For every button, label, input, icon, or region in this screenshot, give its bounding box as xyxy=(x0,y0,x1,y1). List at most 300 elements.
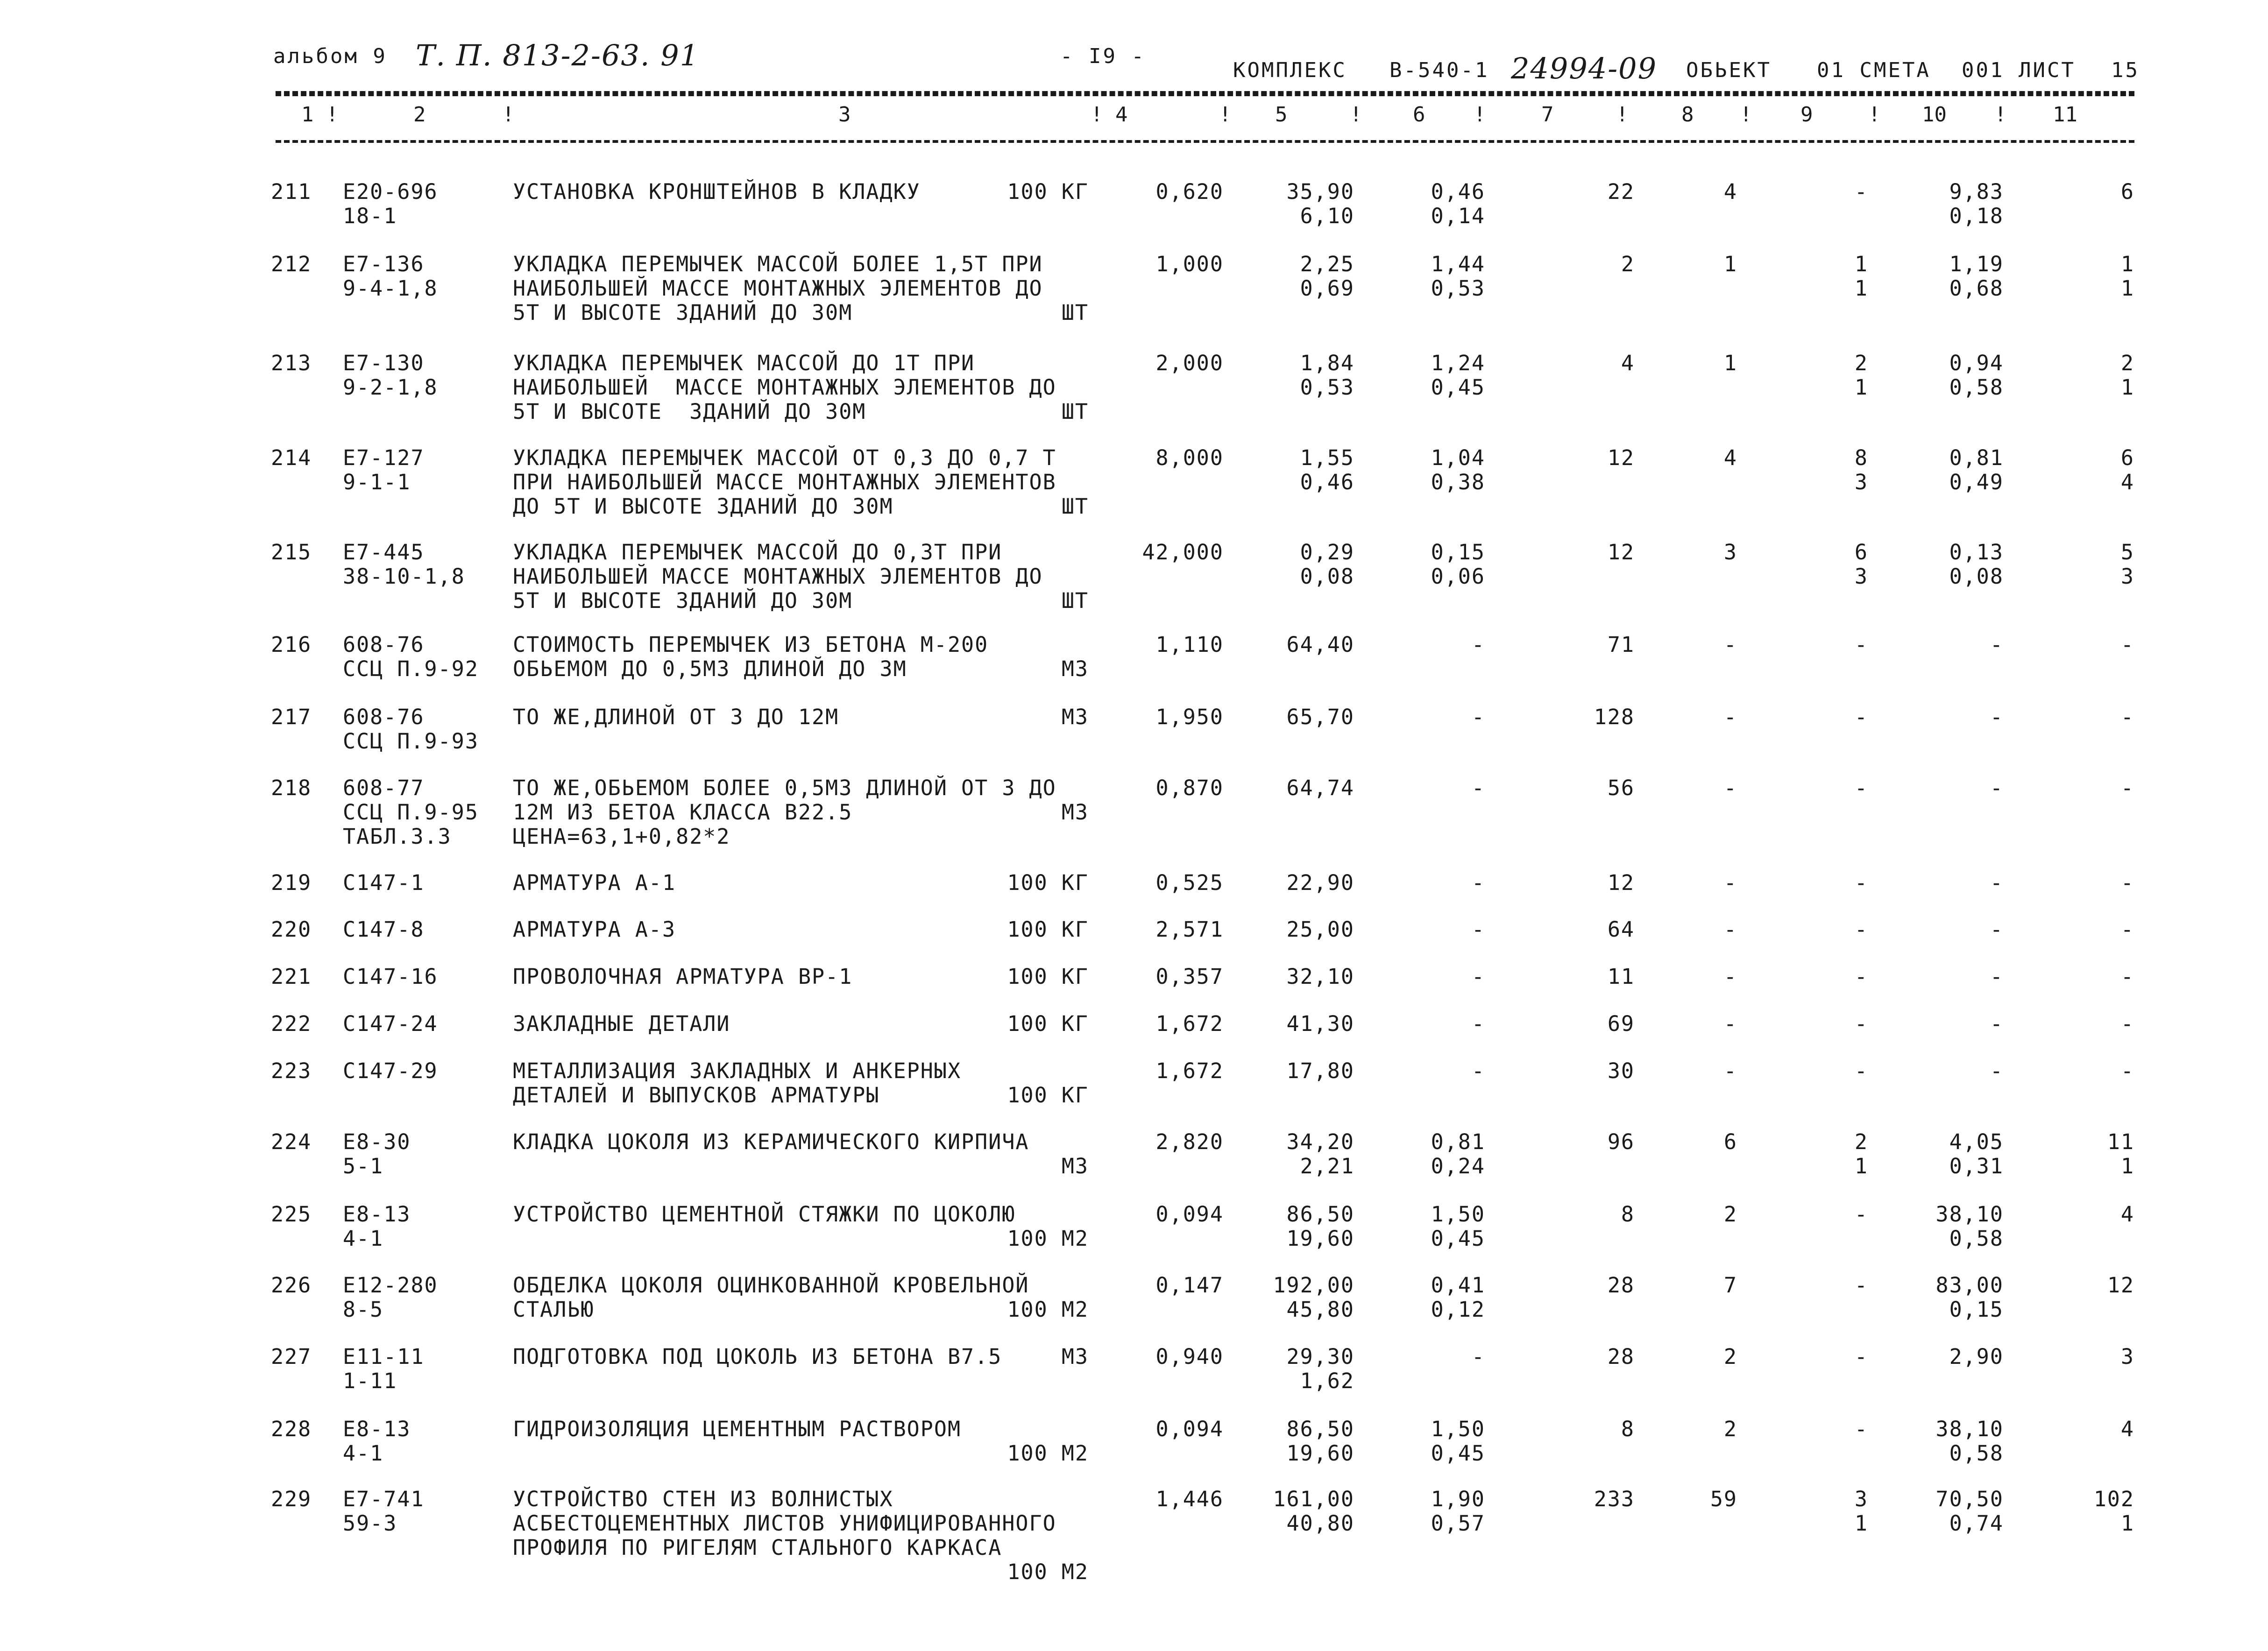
machine-cost: 1,50 xyxy=(1431,1202,1485,1227)
machine-cost: 1,04 xyxy=(1431,445,1485,470)
quantity: 42,000 xyxy=(1142,540,1224,564)
work-description: АРМАТУРА А-1 xyxy=(513,870,676,895)
labor-unit: 0,31 xyxy=(1949,1154,2004,1178)
norm-code: Е8-30 xyxy=(343,1129,411,1154)
norm-code: 8-5 xyxy=(343,1297,384,1322)
wages-total: 2 xyxy=(1723,1202,1737,1227)
col-label: ! xyxy=(502,103,515,127)
labor-unit: - xyxy=(1990,870,2004,895)
labor-total: - xyxy=(2120,632,2134,657)
unit-cost: 65,70 xyxy=(1286,705,1354,729)
quantity: 0,147 xyxy=(1155,1273,1224,1298)
machine-cost: 0,57 xyxy=(1431,1511,1485,1536)
labor-total: - xyxy=(2120,964,2134,989)
wages-total: - xyxy=(1723,1011,1737,1036)
norm-code: 608-76 xyxy=(343,705,425,729)
unit-cost: 34,20 xyxy=(1286,1129,1354,1154)
quantity: 0,870 xyxy=(1155,776,1224,800)
machine-cost: 0,45 xyxy=(1431,1441,1485,1466)
machine-cost: 0,06 xyxy=(1431,564,1485,589)
work-description: ЦЕНА=63,1+0,82*2 xyxy=(513,824,730,849)
machine-total: - xyxy=(1854,179,1868,204)
unit-cost: 17,80 xyxy=(1286,1058,1354,1083)
labor-unit: 0,81 xyxy=(1949,445,2004,470)
machine-total: - xyxy=(1854,1273,1868,1298)
labor-unit: - xyxy=(1990,917,2004,942)
norm-code: Е8-13 xyxy=(343,1202,411,1227)
col-label: ! xyxy=(1474,103,1486,127)
labor-total: 2 xyxy=(2120,351,2134,375)
unit-of-measure: М3 xyxy=(1061,705,1089,729)
page-number: - I9 - xyxy=(1060,44,1146,68)
total-cost: 8 xyxy=(1621,1202,1635,1227)
work-description: 5Т И ВЫСОТЕ ЗДАНИЙ ДО 30М xyxy=(513,588,853,613)
norm-code: Е7-130 xyxy=(343,351,425,375)
total-cost: 8 xyxy=(1621,1417,1635,1441)
labor-total: 1 xyxy=(2120,375,2134,400)
total-cost: 28 xyxy=(1607,1344,1635,1369)
machine-cost: 1,50 xyxy=(1431,1417,1485,1441)
row-number: 216 xyxy=(271,632,312,657)
work-description: КЛАДКА ЦОКОЛЯ ИЗ КЕРАМИЧЕСКОГО КИРПИЧА xyxy=(513,1129,1029,1154)
machine-cost: - xyxy=(1471,1011,1485,1036)
machine-total: - xyxy=(1854,870,1868,895)
labor-unit: - xyxy=(1990,1011,2004,1036)
object-value: 01 СМЕТА xyxy=(1817,58,1931,82)
quantity: 0,094 xyxy=(1155,1417,1224,1441)
wages-total: - xyxy=(1723,964,1737,989)
labor-total: - xyxy=(2120,917,2134,942)
machine-total: - xyxy=(1854,1011,1868,1036)
quantity: 8,000 xyxy=(1155,445,1224,470)
wages-total: 4 xyxy=(1723,179,1737,204)
labor-unit: 70,50 xyxy=(1935,1487,2004,1511)
labor-unit: 0,58 xyxy=(1949,1441,2004,1466)
unit-of-measure: 100 М2 xyxy=(1007,1559,1089,1584)
sheet-value: 15 xyxy=(2111,58,2140,82)
unit-cost: 0,69 xyxy=(1300,276,1354,301)
machine-cost: - xyxy=(1471,870,1485,895)
quantity: 0,094 xyxy=(1155,1202,1224,1227)
work-description: ПРОФИЛЯ ПО РИГЕЛЯМ СТАЛЬНОГО КАРКАСА xyxy=(513,1535,1002,1560)
machine-total: 1 xyxy=(1854,375,1868,400)
row-number: 224 xyxy=(271,1129,312,1154)
work-description: УСТРОЙСТВО ЦЕМЕНТНОЙ СТЯЖКИ ПО ЦОКОЛЮ xyxy=(513,1202,1016,1227)
unit-cost: 0,08 xyxy=(1300,564,1354,589)
unit-cost: 45,80 xyxy=(1286,1297,1354,1322)
col-label: ! xyxy=(1350,103,1362,127)
unit-of-measure: 100 КГ xyxy=(1007,1083,1089,1108)
labor-unit: 38,10 xyxy=(1935,1202,2004,1227)
work-description: УКЛАДКА ПЕРЕМЫЧЕК МАССОЙ ДО 1Т ПРИ xyxy=(513,351,975,375)
wages-total: 7 xyxy=(1723,1273,1737,1298)
total-cost: 11 xyxy=(1607,964,1635,989)
quantity: 1,950 xyxy=(1155,705,1224,729)
unit-cost: 19,60 xyxy=(1286,1441,1354,1466)
row-number: 212 xyxy=(271,252,312,276)
work-description: УСТАНОВКА КРОНШТЕЙНОВ В КЛАДКУ xyxy=(513,179,921,204)
norm-code: Е20-696 xyxy=(343,179,438,204)
wages-total: - xyxy=(1723,776,1737,800)
work-description: НАИБОЛЬШЕЙ МАССЕ МОНТАЖНЫХ ЭЛЕМЕНТОВ ДО xyxy=(513,564,1043,589)
labor-unit: 0,15 xyxy=(1949,1297,2004,1322)
norm-code: ТАБЛ.3.3 xyxy=(343,824,452,849)
labor-total: 4 xyxy=(2120,470,2134,494)
machine-cost: - xyxy=(1471,917,1485,942)
row-number: 213 xyxy=(271,351,312,375)
machine-cost: - xyxy=(1471,632,1485,657)
machine-cost: 1,90 xyxy=(1431,1487,1485,1511)
labor-unit: 0,94 xyxy=(1949,351,2004,375)
row-number: 220 xyxy=(271,917,312,942)
quantity: 0,357 xyxy=(1155,964,1224,989)
col-label: ! 4 xyxy=(1091,103,1128,127)
work-description: ПОДГОТОВКА ПОД ЦОКОЛЬ ИЗ БЕТОНА В7.5 xyxy=(513,1344,1002,1369)
unit-cost: 192,00 xyxy=(1273,1273,1354,1298)
labor-unit: 9,83 xyxy=(1949,179,2004,204)
wages-total: - xyxy=(1723,917,1737,942)
unit-cost: 64,40 xyxy=(1286,632,1354,657)
unit-of-measure: 100 М2 xyxy=(1007,1297,1089,1322)
quantity: 2,000 xyxy=(1155,351,1224,375)
labor-total: - xyxy=(2120,870,2134,895)
quantity: 0,940 xyxy=(1155,1344,1224,1369)
machine-cost: 0,53 xyxy=(1431,276,1485,301)
col-label: ! xyxy=(1616,103,1629,127)
machine-cost: 0,15 xyxy=(1431,540,1485,564)
machine-cost: 0,14 xyxy=(1431,204,1485,228)
unit-of-measure: ШТ xyxy=(1061,300,1089,325)
labor-unit: 0,68 xyxy=(1949,276,2004,301)
col-label: ! xyxy=(1994,103,2007,127)
wages-total: - xyxy=(1723,1058,1737,1083)
unit-cost: 1,55 xyxy=(1300,445,1354,470)
col-label: 2 xyxy=(413,103,426,127)
machine-total: - xyxy=(1854,776,1868,800)
work-description: СТАЛЬЮ xyxy=(513,1297,595,1322)
machine-cost: 0,12 xyxy=(1431,1297,1485,1322)
col-label: ! xyxy=(1740,103,1752,127)
col-label: 5 xyxy=(1275,103,1288,127)
labor-unit: 0,49 xyxy=(1949,470,2004,494)
wages-total: 59 xyxy=(1710,1487,1737,1511)
wages-total: 2 xyxy=(1723,1417,1737,1441)
row-number: 227 xyxy=(271,1344,312,1369)
unit-of-measure: М3 xyxy=(1061,656,1089,681)
col-label: 3 xyxy=(838,103,851,127)
wages-total: 1 xyxy=(1723,351,1737,375)
work-description: ТО ЖЕ,ОБЬЕМОМ БОЛЕЕ 0,5М3 ДЛИНОЙ ОТ 3 ДО xyxy=(513,776,1056,800)
col-label: 1 ! xyxy=(301,103,339,127)
machine-cost: 0,81 xyxy=(1431,1129,1485,1154)
total-cost: 30 xyxy=(1607,1058,1635,1083)
labor-unit: 2,90 xyxy=(1949,1344,2004,1369)
unit-cost: 0,46 xyxy=(1300,470,1354,494)
wages-total: 2 xyxy=(1723,1344,1737,1369)
unit-cost: 40,80 xyxy=(1286,1511,1354,1536)
labor-unit: - xyxy=(1990,632,2004,657)
machine-cost: - xyxy=(1471,705,1485,729)
row-number: 222 xyxy=(271,1011,312,1036)
machine-cost: - xyxy=(1471,1058,1485,1083)
unit-cost: 35,90 xyxy=(1286,179,1354,204)
unit-cost: 32,10 xyxy=(1286,964,1354,989)
labor-unit: 1,19 xyxy=(1949,252,2004,276)
machine-total: 1 xyxy=(1854,276,1868,301)
labor-total: 6 xyxy=(2120,179,2134,204)
labor-total: - xyxy=(2120,705,2134,729)
norm-code: 59-3 xyxy=(343,1511,397,1536)
labor-total: 3 xyxy=(2120,564,2134,589)
work-description: АРМАТУРА А-3 xyxy=(513,917,676,942)
norm-code: Е7-136 xyxy=(343,252,425,276)
unit-of-measure: 100 КГ xyxy=(1007,964,1089,989)
labor-total: 3 xyxy=(2120,1344,2134,1369)
row-number: 229 xyxy=(271,1487,312,1511)
total-cost: 12 xyxy=(1607,445,1635,470)
machine-cost: 0,24 xyxy=(1431,1154,1485,1178)
unit-of-measure: ШТ xyxy=(1061,399,1089,424)
labor-total: 1 xyxy=(2120,252,2134,276)
row-number: 221 xyxy=(271,964,312,989)
unit-of-measure: 100 КГ xyxy=(1007,1011,1089,1036)
norm-code: ССЦ П.9-92 xyxy=(343,656,479,681)
machine-cost: 1,44 xyxy=(1431,252,1485,276)
total-cost: 128 xyxy=(1594,705,1635,729)
labor-unit: - xyxy=(1990,705,2004,729)
machine-total: 1 xyxy=(1854,252,1868,276)
quantity: 1,000 xyxy=(1155,252,1224,276)
unit-of-measure: 100 М2 xyxy=(1007,1441,1089,1466)
labor-total: 4 xyxy=(2120,1417,2134,1441)
smeta-value: 001 ЛИСТ xyxy=(1962,58,2076,82)
machine-total: 6 xyxy=(1854,540,1868,564)
work-description: ОБЬЕМОМ ДО 0,5М3 ДЛИНОЙ ДО 3М xyxy=(513,656,907,681)
row-number: 217 xyxy=(271,705,312,729)
row-number: 211 xyxy=(271,179,312,204)
labor-total: 12 xyxy=(2107,1273,2134,1298)
labor-total: - xyxy=(2120,1011,2134,1036)
machine-cost: 0,41 xyxy=(1431,1273,1485,1298)
unit-cost: 1,62 xyxy=(1300,1369,1354,1393)
wages-total: - xyxy=(1723,705,1737,729)
machine-total: - xyxy=(1854,1058,1868,1083)
machine-total: - xyxy=(1854,632,1868,657)
header-rule-bottom xyxy=(276,140,2134,143)
labor-unit: 0,58 xyxy=(1949,1226,2004,1251)
header-rule-top-2 xyxy=(276,93,2134,96)
unit-of-measure: ШТ xyxy=(1061,588,1089,613)
unit-cost: 22,90 xyxy=(1286,870,1354,895)
norm-code: 9-4-1,8 xyxy=(343,276,438,301)
work-description: УКЛАДКА ПЕРЕМЫЧЕК МАССОЙ ОТ 0,3 ДО 0,7 Т xyxy=(513,445,1056,470)
labor-unit: - xyxy=(1990,964,2004,989)
labor-unit: - xyxy=(1990,1058,2004,1083)
total-cost: 2 xyxy=(1621,252,1635,276)
machine-total: 2 xyxy=(1854,351,1868,375)
total-cost: 12 xyxy=(1607,540,1635,564)
unit-cost: 0,29 xyxy=(1300,540,1354,564)
norm-code: 608-76 xyxy=(343,632,425,657)
wages-total: - xyxy=(1723,632,1737,657)
machine-total: - xyxy=(1854,964,1868,989)
unit-cost: 1,84 xyxy=(1300,351,1354,375)
norm-code: 1-11 xyxy=(343,1369,397,1393)
machine-cost: - xyxy=(1471,776,1485,800)
quantity: 2,820 xyxy=(1155,1129,1224,1154)
labor-total: 5 xyxy=(2120,540,2134,564)
work-description: УСТРОЙСТВО СТЕН ИЗ ВОЛНИСТЫХ xyxy=(513,1487,893,1511)
norm-code: С147-24 xyxy=(343,1011,438,1036)
work-description: АСБЕСТОЦЕМЕНТНЫХ ЛИСТОВ УНИФИЦИРОВАННОГО xyxy=(513,1511,1056,1536)
labor-total: - xyxy=(2120,1058,2134,1083)
wages-total: 6 xyxy=(1723,1129,1737,1154)
work-description: ПРОВОЛОЧНАЯ АРМАТУРА ВР-1 xyxy=(513,964,853,989)
unit-of-measure: М3 xyxy=(1061,800,1089,825)
norm-code: Е8-13 xyxy=(343,1417,411,1441)
machine-total: 3 xyxy=(1854,564,1868,589)
unit-cost: 2,21 xyxy=(1300,1154,1354,1178)
labor-unit: 0,13 xyxy=(1949,540,2004,564)
norm-code: 4-1 xyxy=(343,1226,384,1251)
total-cost: 69 xyxy=(1607,1011,1635,1036)
norm-code: 9-1-1 xyxy=(343,470,411,494)
quantity: 1,446 xyxy=(1155,1487,1224,1511)
work-description: НАИБОЛЬШЕЙ МАССЕ МОНТАЖНЫХ ЭЛЕМЕНТОВ ДО xyxy=(513,276,1043,301)
work-description: СТОИМОСТЬ ПЕРЕМЫЧЕК ИЗ БЕТОНА М-200 xyxy=(513,632,989,657)
labor-unit: 0,58 xyxy=(1949,375,2004,400)
norm-code: 4-1 xyxy=(343,1441,384,1466)
total-cost: 96 xyxy=(1607,1129,1635,1154)
row-number: 228 xyxy=(271,1417,312,1441)
total-cost: 233 xyxy=(1594,1487,1635,1511)
quantity: 0,620 xyxy=(1155,179,1224,204)
unit-cost: 25,00 xyxy=(1286,917,1354,942)
quantity: 1,672 xyxy=(1155,1011,1224,1036)
unit-of-measure: 100 КГ xyxy=(1007,179,1089,204)
labor-total: - xyxy=(2120,776,2134,800)
machine-total: 3 xyxy=(1854,470,1868,494)
wages-total: 3 xyxy=(1723,540,1737,564)
norm-code: ССЦ П.9-93 xyxy=(343,729,479,754)
unit-of-measure: 100 КГ xyxy=(1007,870,1089,895)
col-label: 8 xyxy=(1681,103,1694,127)
quantity: 1,110 xyxy=(1155,632,1224,657)
machine-total: - xyxy=(1854,1417,1868,1441)
work-description: ДО 5Т И ВЫСОТЕ ЗДАНИЙ ДО 30М xyxy=(513,494,893,519)
col-label: ! xyxy=(1219,103,1232,127)
unit-cost: 86,50 xyxy=(1286,1417,1354,1441)
total-cost: 56 xyxy=(1607,776,1635,800)
row-number: 225 xyxy=(271,1202,312,1227)
machine-total: 8 xyxy=(1854,445,1868,470)
norm-code: Е12-280 xyxy=(343,1273,438,1298)
work-description: МЕТАЛЛИЗАЦИЯ ЗАКЛАДНЫХ И АНКЕРНЫХ xyxy=(513,1058,962,1083)
work-description: ТО ЖЕ,ДЛИНОЙ ОТ 3 ДО 12М xyxy=(513,705,839,729)
tp-handwritten: Т. П. 813-2-63. 91 xyxy=(416,38,700,72)
unit-cost: 86,50 xyxy=(1286,1202,1354,1227)
labor-total: 1 xyxy=(2120,1154,2134,1178)
labor-total: 1 xyxy=(2120,276,2134,301)
total-cost: 28 xyxy=(1607,1273,1635,1298)
machine-total: 3 xyxy=(1854,1487,1868,1511)
machine-total: - xyxy=(1854,705,1868,729)
total-cost: 22 xyxy=(1607,179,1635,204)
wages-total: - xyxy=(1723,870,1737,895)
unit-cost: 41,30 xyxy=(1286,1011,1354,1036)
total-cost: 71 xyxy=(1607,632,1635,657)
norm-code: 608-77 xyxy=(343,776,425,800)
work-description: НАИБОЛЬШЕЙ МАССЕ МОНТАЖНЫХ ЭЛЕМЕНТОВ ДО xyxy=(513,375,1056,400)
work-description: 5Т И ВЫСОТЕ ЗДАНИЙ ДО 30М xyxy=(513,300,853,325)
row-number: 226 xyxy=(271,1273,312,1298)
labor-unit: 0,74 xyxy=(1949,1511,2004,1536)
col-label: 6 xyxy=(1413,103,1425,127)
total-cost: 64 xyxy=(1607,917,1635,942)
quantity: 1,672 xyxy=(1155,1058,1224,1083)
row-number: 214 xyxy=(271,445,312,470)
work-description: ГИДРОИЗОЛЯЦИЯ ЦЕМЕНТНЫМ РАСТВОРОМ xyxy=(513,1417,962,1441)
norm-code: 9-2-1,8 xyxy=(343,375,438,400)
object-label: ОБЬЕКТ xyxy=(1686,58,1772,82)
row-number: 219 xyxy=(271,870,312,895)
unit-cost: 6,10 xyxy=(1300,204,1354,228)
col-label: 10 xyxy=(1922,103,1947,127)
unit-cost: 2,25 xyxy=(1300,252,1354,276)
col-label: 7 xyxy=(1541,103,1554,127)
col-label: 11 xyxy=(2053,103,2077,127)
labor-total: 102 xyxy=(2093,1487,2134,1511)
norm-code: С147-1 xyxy=(343,870,425,895)
norm-code: Е7-127 xyxy=(343,445,425,470)
unit-of-measure: М3 xyxy=(1061,1154,1089,1178)
work-description: 5Т И ВЫСОТЕ ЗДАНИЙ ДО 30М xyxy=(513,399,866,424)
machine-cost: 0,45 xyxy=(1431,375,1485,400)
quantity: 0,525 xyxy=(1155,870,1224,895)
unit-of-measure: 100 КГ xyxy=(1007,917,1089,942)
norm-code: 5-1 xyxy=(343,1154,384,1178)
machine-cost: 0,45 xyxy=(1431,1226,1485,1251)
unit-cost: 0,53 xyxy=(1300,375,1354,400)
norm-code: Е7-445 xyxy=(343,540,425,564)
wages-total: 1 xyxy=(1723,252,1737,276)
work-description: УКЛАДКА ПЕРЕМЫЧЕК МАССОЙ ДО 0,3Т ПРИ xyxy=(513,540,1002,564)
total-cost: 12 xyxy=(1607,870,1635,895)
unit-cost: 161,00 xyxy=(1273,1487,1354,1511)
machine-cost: 0,46 xyxy=(1431,179,1485,204)
machine-total: - xyxy=(1854,1202,1868,1227)
album-label: альбом 9 xyxy=(273,44,387,68)
unit-of-measure: М3 xyxy=(1061,1344,1089,1369)
work-description: УКЛАДКА ПЕРЕМЫЧЕК МАССОЙ БОЛЕЕ 1,5Т ПРИ xyxy=(513,252,1043,276)
labor-unit: 83,00 xyxy=(1935,1273,2004,1298)
labor-unit: 0,08 xyxy=(1949,564,2004,589)
col-label: 9 xyxy=(1800,103,1813,127)
norm-code: ССЦ П.9-95 xyxy=(343,800,479,825)
machine-total: 1 xyxy=(1854,1511,1868,1536)
labor-total: 11 xyxy=(2107,1129,2134,1154)
norm-code: С147-16 xyxy=(343,964,438,989)
labor-total: 6 xyxy=(2120,445,2134,470)
labor-unit: 4,05 xyxy=(1949,1129,2004,1154)
work-description: ЗАКЛАДНЫЕ ДЕТАЛИ xyxy=(513,1011,730,1036)
complex-number-handwritten: 24994-09 xyxy=(1511,51,1658,85)
norm-code: 18-1 xyxy=(343,204,397,228)
total-cost: 4 xyxy=(1621,351,1635,375)
unit-cost: 64,74 xyxy=(1286,776,1354,800)
work-description: ДЕТАЛЕЙ И ВЫПУСКОВ АРМАТУРЫ xyxy=(513,1083,880,1108)
machine-cost: 1,24 xyxy=(1431,351,1485,375)
